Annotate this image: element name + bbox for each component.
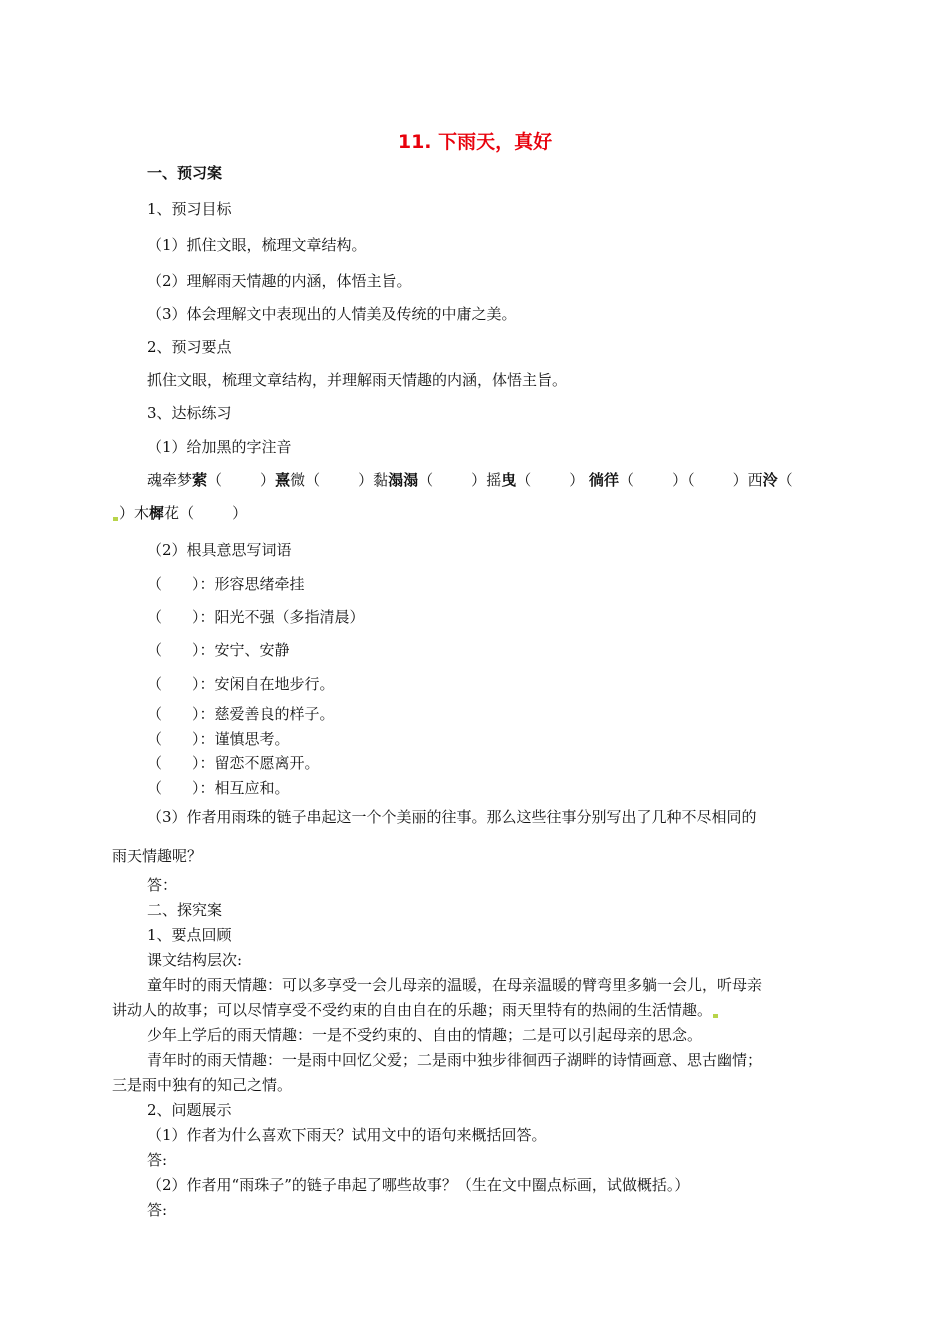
answer-label-1: 答: (147, 1151, 168, 1169)
marker-dot (113, 517, 118, 521)
definition-row: （ ）：阳光不强（多指清晨） (147, 608, 365, 626)
goal-title: 1、预习目标 (147, 200, 232, 218)
definition-row: （ ）：安宁、安静 (147, 641, 290, 659)
review-title: 1、要点回顾 (147, 926, 232, 944)
answer-label: 答： (147, 876, 178, 894)
definition-row: （ ）：形容思绪牵挂 (147, 575, 305, 593)
definition-row: （ ）：相互应和。 (147, 779, 290, 797)
question-3-line-2: 雨天情趣呢？ (112, 847, 203, 865)
section1-heading: 一、预习案 (147, 164, 223, 182)
goal-1: （1）抓住文眼，梳理文章结构。 (147, 236, 367, 254)
issue-question-1: （1）作者为什么喜欢下雨天？试用文中的语句来概括回答。 (147, 1126, 547, 1144)
definition-row: （ ）：慈爱善良的样子。 (147, 705, 335, 723)
childhood-line-1: 童年时的雨天情趣：可以多享受一会儿母亲的温暖，在母亲温暖的臂弯里多躺一会儿，听母亲 (147, 976, 763, 994)
points-text: 抓住文眼，梳理文章结构，并理解雨天情趣的内涵，体悟主旨。 (147, 371, 568, 389)
school-line: 少年上学后的雨天情趣：一是不受约束的、自由的情趣；二是可以引起母亲的思念。 (147, 1026, 703, 1044)
pinyin-row-1: 魂牵梦萦（ ）熹微（ ）黏溻溻（ ）摇曳（ ） 徜徉（ ）（ ）西泠（ (147, 471, 793, 489)
marker-dot (713, 1014, 718, 1018)
section2-heading: 二、探究案 (147, 901, 223, 919)
definition-row: （ ）：谨慎思考。 (147, 730, 290, 748)
youth-line-1: 青年时的雨天情趣：一是雨中回忆父爱；二是雨中独步徘徊西子湖畔的诗情画意、思古幽情； (147, 1051, 763, 1069)
points-title: 2、预习要点 (147, 338, 232, 356)
definition-row: （ ）：留恋不愿离开。 (147, 754, 320, 772)
issues-title: 2、问题展示 (147, 1101, 232, 1119)
issue-question-2: （2）作者用“雨珠子”的链子串起了哪些故事？（生在文中圈点标画，试做概括。） (147, 1176, 690, 1194)
childhood-line-2: 讲动人的故事；可以尽情享受不受约束的自由自在的乐趣；雨天里特有的热闹的生活情趣。 (112, 1000, 719, 1020)
structure-title: 课文结构层次: (147, 951, 243, 969)
goal-3: （3）体会理解文中表现出的人情美及传统的中庸之美。 (147, 305, 517, 323)
page-title: 11. 下雨天，真好 (397, 131, 553, 153)
question-2: （2）根具意思写词语 (147, 541, 292, 559)
answer-label-2: 答: (147, 1201, 168, 1219)
goal-2: （2）理解雨天情趣的内涵，体悟主旨。 (147, 272, 412, 290)
youth-line-2: 三是雨中独有的知己之情。 (112, 1076, 293, 1094)
question-1: （1）给加黑的字注音 (147, 438, 292, 456)
practice-title: 3、达标练习 (147, 404, 232, 422)
pinyin-row-2: ）木樨花（ ） (112, 503, 247, 523)
question-3-line-1: （3）作者用雨珠的链子串起这一个个美丽的往事。那么这些往事分别写出了几种不尽相同的 (147, 808, 757, 826)
definition-row: （ ）：安闲自在地步行。 (147, 675, 335, 693)
